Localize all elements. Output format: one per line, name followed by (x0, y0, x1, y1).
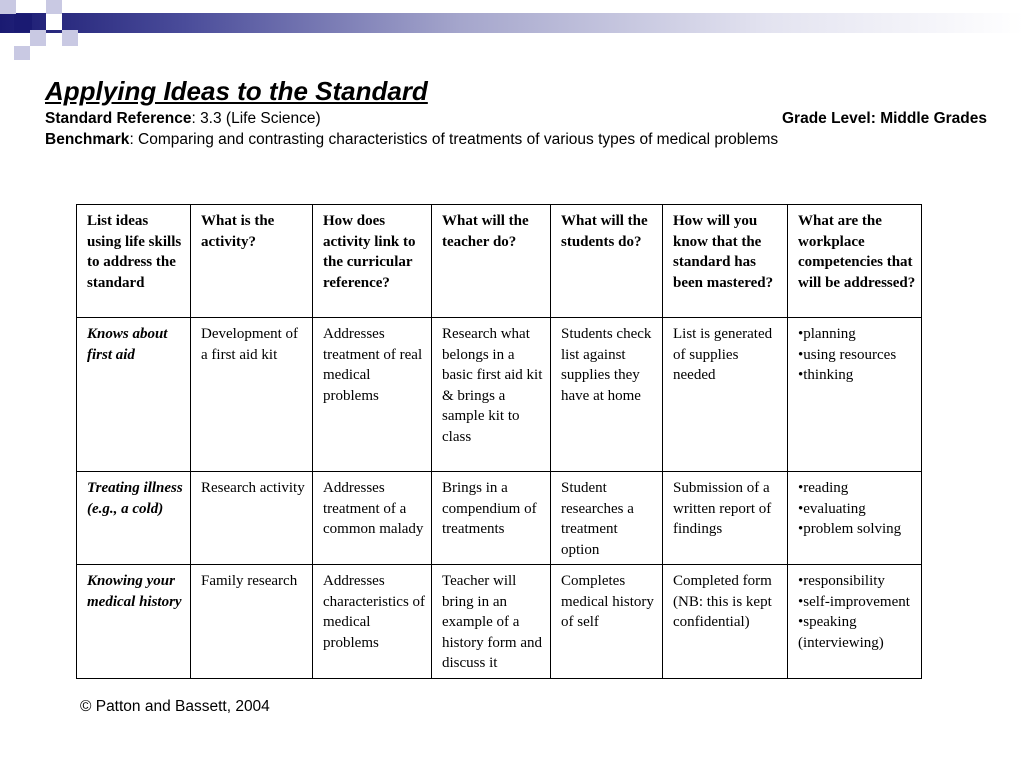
table-cell-idea: Knowing your medical history (77, 565, 191, 679)
column-header: How does activity link to the curricular reference? (313, 205, 432, 318)
table-cell-link: Addresses treatment of a common malady (313, 472, 432, 565)
table-cell-mastery: Completed form (NB: this is kept confidential) (663, 565, 788, 679)
table-header-row (77, 205, 922, 318)
table-cell-teacher: Brings in a compendium of treatments (432, 472, 551, 565)
header-gradient-band (0, 13, 1024, 33)
table-cell-competencies (788, 565, 922, 679)
competency-item: • problem solving (798, 519, 917, 540)
table-row (77, 565, 922, 679)
table-cell-activity: Research activity (191, 472, 313, 565)
competency-item: • self-improvement (798, 592, 917, 613)
column-header: What will the teacher do? (432, 205, 551, 318)
benchmark (45, 131, 778, 149)
table-cell-link: Addresses characteristics of medical problems (313, 565, 432, 679)
logo-square-icon (62, 30, 78, 46)
table-cell-mastery: List is generated of supplies needed (663, 318, 788, 472)
competency-list (798, 571, 917, 653)
competency-item: • planning (798, 324, 917, 345)
copyright: © Patton and Bassett, 2004 (80, 698, 270, 715)
table-row (77, 318, 922, 472)
competency-item: • evaluating (798, 499, 917, 520)
table-cell-teacher: Research what belongs in a basic first aid kit & brings a sample kit to class (432, 318, 551, 472)
table-cell-students: Student researches a treatment option (551, 472, 663, 565)
column-header: How will you know that the standard has been mastered? (663, 205, 788, 318)
standards-table (76, 204, 922, 679)
logo-square-icon (46, 14, 62, 30)
logo-square-icon (0, 0, 16, 14)
table-cell-competencies (788, 472, 922, 565)
column-header: List ideas using life skills to address the standard (77, 205, 191, 318)
column-header: What is the activity? (191, 205, 313, 318)
competency-list (798, 478, 917, 540)
standard-reference-label: Standard Reference (45, 110, 192, 127)
competency-item: • responsibility (798, 571, 917, 592)
table-cell-students: Completes medical history of self (551, 565, 663, 679)
table-cell-mastery: Submission of a written report of findings (663, 472, 788, 565)
table-cell-link: Addresses treatment of real medical problems (313, 318, 432, 472)
competency-item: • speaking (interviewing) (798, 612, 917, 653)
benchmark-label: Benchmark (45, 131, 130, 148)
competency-item: • reading (798, 478, 917, 499)
table-cell-activity: Family research (191, 565, 313, 679)
table-cell-activity: Development of a first aid kit (191, 318, 313, 472)
page-title: Applying Ideas to the Standard (45, 76, 428, 106)
benchmark-value: : Comparing and contrasting characteristics of treatments of various types of medical problems (129, 131, 779, 148)
table-row (77, 472, 922, 565)
column-header: What will the students do? (551, 205, 663, 318)
column-header: What are the workplace competencies that will be addressed? (788, 205, 922, 318)
table-cell-teacher: Teacher will bring in an example of a history form and discuss it (432, 565, 551, 679)
table-cell-idea: Knows about first aid (77, 318, 191, 472)
table-cell-competencies (788, 318, 922, 472)
standard-reference (45, 110, 321, 128)
competency-item: • using resources (798, 345, 917, 366)
table-cell-idea: Treating illness (e.g., a cold) (77, 472, 191, 565)
standard-reference-value: : 3.3 (Life Science) (191, 110, 321, 127)
table-cell-students: Students check list against supplies they have at home (551, 318, 663, 472)
logo-square-icon (30, 30, 46, 46)
competency-list (798, 324, 917, 386)
competency-item: • thinking (798, 365, 917, 386)
logo-square-icon (14, 46, 30, 60)
grade-level: Grade Level: Middle Grades (781, 110, 987, 127)
